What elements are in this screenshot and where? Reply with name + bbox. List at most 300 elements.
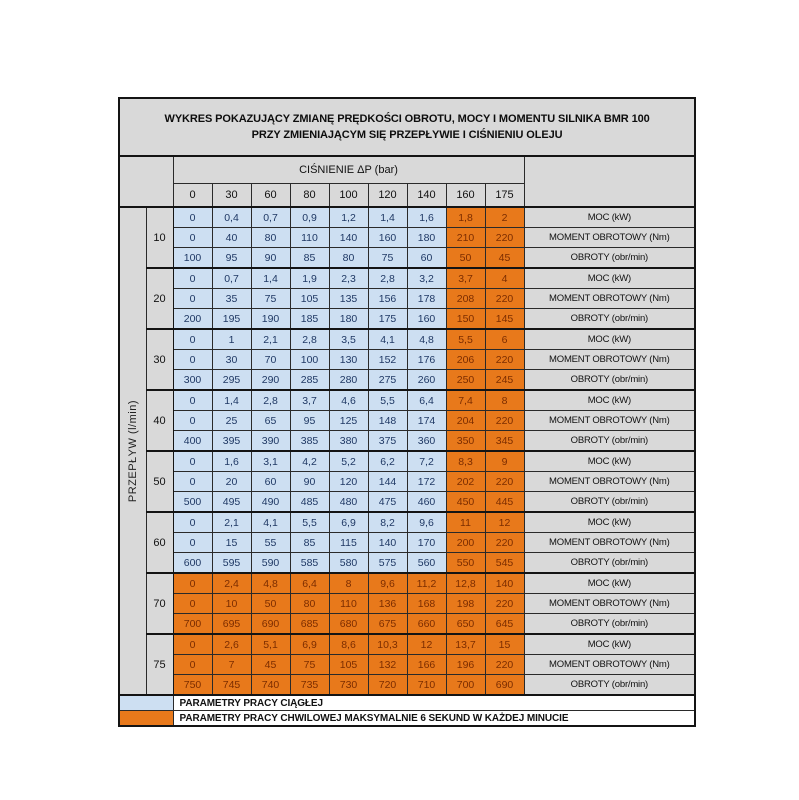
data-cell: 7,2 bbox=[407, 451, 446, 472]
data-cell: 580 bbox=[329, 553, 368, 574]
data-cell: 156 bbox=[368, 289, 407, 309]
data-cell: 550 bbox=[446, 553, 485, 574]
data-cell: 11,2 bbox=[407, 573, 446, 594]
data-cell: 485 bbox=[290, 492, 329, 513]
data-cell: 135 bbox=[329, 289, 368, 309]
data-cell: 4,6 bbox=[329, 390, 368, 411]
data-cell: 198 bbox=[446, 594, 485, 614]
data-cell: 7 bbox=[212, 655, 251, 675]
data-cell: 285 bbox=[290, 370, 329, 391]
data-cell: 700 bbox=[173, 614, 212, 635]
data-cell: 595 bbox=[212, 553, 251, 574]
row-measure-label: MOMENT OBROTOWY (Nm) bbox=[524, 533, 695, 553]
data-cell: 5,2 bbox=[329, 451, 368, 472]
data-cell: 45 bbox=[485, 248, 524, 269]
data-cell: 1,4 bbox=[368, 207, 407, 228]
data-cell: 2,8 bbox=[368, 268, 407, 289]
data-cell: 0 bbox=[173, 207, 212, 228]
data-cell: 132 bbox=[368, 655, 407, 675]
row-measure-label: MOC (kW) bbox=[524, 634, 695, 655]
row-measure-label: MOC (kW) bbox=[524, 329, 695, 350]
data-cell: 220 bbox=[485, 289, 524, 309]
data-cell: 675 bbox=[368, 614, 407, 635]
pressure-tick: 140 bbox=[407, 184, 446, 208]
data-cell: 400 bbox=[173, 431, 212, 452]
data-cell: 3,7 bbox=[446, 268, 485, 289]
table-row bbox=[119, 309, 695, 330]
data-cell: 220 bbox=[485, 472, 524, 492]
data-cell: 144 bbox=[368, 472, 407, 492]
data-cell: 85 bbox=[290, 533, 329, 553]
data-cell: 750 bbox=[173, 675, 212, 696]
legend-swatch-continuous bbox=[119, 695, 173, 711]
flow-value-cell: 60 bbox=[146, 512, 173, 573]
data-cell: 176 bbox=[407, 350, 446, 370]
data-cell: 168 bbox=[407, 594, 446, 614]
data-cell: 40 bbox=[212, 228, 251, 248]
data-cell: 12,8 bbox=[446, 573, 485, 594]
table-row bbox=[119, 268, 695, 289]
data-cell: 15 bbox=[485, 634, 524, 655]
data-cell: 460 bbox=[407, 492, 446, 513]
flow-value-cell: 30 bbox=[146, 329, 173, 390]
data-cell: 90 bbox=[290, 472, 329, 492]
data-cell: 75 bbox=[290, 655, 329, 675]
data-cell: 220 bbox=[485, 350, 524, 370]
data-cell: 495 bbox=[212, 492, 251, 513]
data-cell: 350 bbox=[446, 431, 485, 452]
data-cell: 6,2 bbox=[368, 451, 407, 472]
legend-label-continuous: PARAMETRY PRACY CIĄGŁEJ bbox=[173, 695, 695, 711]
row-measure-label: OBROTY (obr/min) bbox=[524, 431, 695, 452]
data-cell: 450 bbox=[446, 492, 485, 513]
table-row bbox=[119, 350, 695, 370]
data-cell: 174 bbox=[407, 411, 446, 431]
data-cell: 10 bbox=[212, 594, 251, 614]
data-cell: 9,6 bbox=[368, 573, 407, 594]
table-row bbox=[119, 289, 695, 309]
data-cell: 12 bbox=[407, 634, 446, 655]
table-row bbox=[119, 451, 695, 472]
data-cell: 140 bbox=[485, 573, 524, 594]
table-row bbox=[119, 248, 695, 269]
data-cell: 290 bbox=[251, 370, 290, 391]
data-cell: 475 bbox=[368, 492, 407, 513]
flow-value-cell: 40 bbox=[146, 390, 173, 451]
data-cell: 180 bbox=[329, 309, 368, 330]
data-cell: 0 bbox=[173, 634, 212, 655]
title-row bbox=[119, 98, 695, 156]
table-row bbox=[119, 492, 695, 513]
table-row bbox=[119, 228, 695, 248]
data-cell: 0 bbox=[173, 411, 212, 431]
data-cell: 0 bbox=[173, 390, 212, 411]
data-cell: 1,6 bbox=[212, 451, 251, 472]
data-cell: 280 bbox=[329, 370, 368, 391]
data-cell: 545 bbox=[485, 553, 524, 574]
data-cell: 575 bbox=[368, 553, 407, 574]
table-row bbox=[119, 675, 695, 696]
data-cell: 8 bbox=[485, 390, 524, 411]
data-cell: 80 bbox=[290, 594, 329, 614]
data-cell: 105 bbox=[329, 655, 368, 675]
data-cell: 70 bbox=[251, 350, 290, 370]
data-cell: 0 bbox=[173, 512, 212, 533]
data-cell: 7,4 bbox=[446, 390, 485, 411]
data-cell: 1,9 bbox=[290, 268, 329, 289]
data-cell: 178 bbox=[407, 289, 446, 309]
data-cell: 4,2 bbox=[290, 451, 329, 472]
table-row bbox=[119, 614, 695, 635]
legend-swatch-momentary bbox=[119, 711, 173, 727]
flow-axis-label-text: PRZEPŁYW (l/min) bbox=[126, 399, 139, 503]
table-row bbox=[119, 370, 695, 391]
data-cell: 4,8 bbox=[407, 329, 446, 350]
data-cell: 1,4 bbox=[251, 268, 290, 289]
data-cell: 2,8 bbox=[251, 390, 290, 411]
pressure-tick: 80 bbox=[290, 184, 329, 208]
data-cell: 0 bbox=[173, 289, 212, 309]
data-cell: 105 bbox=[290, 289, 329, 309]
data-cell: 695 bbox=[212, 614, 251, 635]
data-cell: 160 bbox=[407, 309, 446, 330]
data-cell: 206 bbox=[446, 350, 485, 370]
data-cell: 148 bbox=[368, 411, 407, 431]
data-cell: 75 bbox=[251, 289, 290, 309]
data-cell: 3,2 bbox=[407, 268, 446, 289]
data-table bbox=[118, 97, 696, 727]
data-cell: 0 bbox=[173, 228, 212, 248]
legend-row-continuous bbox=[119, 695, 695, 711]
data-cell: 685 bbox=[290, 614, 329, 635]
data-cell: 0 bbox=[173, 533, 212, 553]
data-cell: 25 bbox=[212, 411, 251, 431]
data-cell: 0 bbox=[173, 329, 212, 350]
data-cell: 600 bbox=[173, 553, 212, 574]
data-cell: 1,2 bbox=[329, 207, 368, 228]
data-cell: 680 bbox=[329, 614, 368, 635]
table-row bbox=[119, 472, 695, 492]
data-cell: 9,6 bbox=[407, 512, 446, 533]
table-row bbox=[119, 533, 695, 553]
data-cell: 15 bbox=[212, 533, 251, 553]
data-cell: 2,1 bbox=[212, 512, 251, 533]
data-cell: 585 bbox=[290, 553, 329, 574]
data-cell: 8,3 bbox=[446, 451, 485, 472]
data-cell: 166 bbox=[407, 655, 446, 675]
row-measure-label: OBROTY (obr/min) bbox=[524, 553, 695, 574]
flow-axis-label bbox=[119, 207, 146, 695]
row-measure-label: MOC (kW) bbox=[524, 573, 695, 594]
data-cell: 0,9 bbox=[290, 207, 329, 228]
row-measure-label: MOC (kW) bbox=[524, 451, 695, 472]
data-cell: 8 bbox=[329, 573, 368, 594]
data-cell: 140 bbox=[368, 533, 407, 553]
data-cell: 745 bbox=[212, 675, 251, 696]
data-cell: 245 bbox=[485, 370, 524, 391]
row-measure-label: MOMENT OBROTOWY (Nm) bbox=[524, 655, 695, 675]
data-cell: 0 bbox=[173, 594, 212, 614]
data-cell: 95 bbox=[290, 411, 329, 431]
pressure-axis-header: CIŚNIENIE ΔP (bar) bbox=[173, 156, 524, 184]
data-cell: 380 bbox=[329, 431, 368, 452]
data-cell: 220 bbox=[485, 594, 524, 614]
data-cell: 180 bbox=[407, 228, 446, 248]
flow-value-cell: 20 bbox=[146, 268, 173, 329]
data-cell: 145 bbox=[485, 309, 524, 330]
data-cell: 690 bbox=[485, 675, 524, 696]
data-cell: 735 bbox=[290, 675, 329, 696]
data-cell: 196 bbox=[446, 655, 485, 675]
data-cell: 0,4 bbox=[212, 207, 251, 228]
data-cell: 60 bbox=[251, 472, 290, 492]
data-cell: 0 bbox=[173, 451, 212, 472]
data-cell: 0 bbox=[173, 350, 212, 370]
data-cell: 445 bbox=[485, 492, 524, 513]
table-row bbox=[119, 207, 695, 228]
data-cell: 11 bbox=[446, 512, 485, 533]
data-cell: 152 bbox=[368, 350, 407, 370]
table-row bbox=[119, 411, 695, 431]
row-measure-label: MOC (kW) bbox=[524, 390, 695, 411]
data-cell: 345 bbox=[485, 431, 524, 452]
flow-value-cell: 75 bbox=[146, 634, 173, 695]
data-cell: 136 bbox=[368, 594, 407, 614]
data-cell: 20 bbox=[212, 472, 251, 492]
data-cell: 202 bbox=[446, 472, 485, 492]
data-cell: 295 bbox=[212, 370, 251, 391]
row-measure-label: OBROTY (obr/min) bbox=[524, 675, 695, 696]
data-cell: 35 bbox=[212, 289, 251, 309]
pressure-tick: 0 bbox=[173, 184, 212, 208]
data-cell: 9 bbox=[485, 451, 524, 472]
legend-label-momentary: PARAMETRY PRACY CHWILOWEJ MAKSYMALNIE 6 SEKUND W KAŻDEJ MINUCIE bbox=[173, 711, 695, 727]
data-cell: 2,4 bbox=[212, 573, 251, 594]
data-cell: 650 bbox=[446, 614, 485, 635]
title-line-1: WYKRES POKAZUJĄCY ZMIANĘ PRĘDKOŚCI OBROTU, MOCY I MOMENTU SILNIKA BMR 100 bbox=[164, 113, 650, 125]
data-cell: 690 bbox=[251, 614, 290, 635]
pressure-tick: 160 bbox=[446, 184, 485, 208]
data-cell: 5,5 bbox=[446, 329, 485, 350]
data-cell: 2,6 bbox=[212, 634, 251, 655]
data-cell: 4 bbox=[485, 268, 524, 289]
data-cell: 80 bbox=[329, 248, 368, 269]
data-cell: 140 bbox=[329, 228, 368, 248]
data-cell: 160 bbox=[368, 228, 407, 248]
row-measure-label: OBROTY (obr/min) bbox=[524, 614, 695, 635]
data-cell: 210 bbox=[446, 228, 485, 248]
data-cell: 80 bbox=[251, 228, 290, 248]
pressure-tick: 30 bbox=[212, 184, 251, 208]
data-cell: 720 bbox=[368, 675, 407, 696]
data-cell: 740 bbox=[251, 675, 290, 696]
data-cell: 0 bbox=[173, 573, 212, 594]
data-cell: 125 bbox=[329, 411, 368, 431]
data-cell: 0,7 bbox=[212, 268, 251, 289]
row-measure-label: MOMENT OBROTOWY (Nm) bbox=[524, 350, 695, 370]
data-cell: 13,7 bbox=[446, 634, 485, 655]
pressure-header-row bbox=[119, 156, 695, 184]
data-cell: 185 bbox=[290, 309, 329, 330]
data-cell: 710 bbox=[407, 675, 446, 696]
data-cell: 395 bbox=[212, 431, 251, 452]
table-row bbox=[119, 655, 695, 675]
data-cell: 490 bbox=[251, 492, 290, 513]
data-cell: 2,3 bbox=[329, 268, 368, 289]
data-cell: 4,1 bbox=[368, 329, 407, 350]
data-cell: 6 bbox=[485, 329, 524, 350]
data-cell: 0 bbox=[173, 268, 212, 289]
row-measure-label: MOMENT OBROTOWY (Nm) bbox=[524, 289, 695, 309]
data-cell: 590 bbox=[251, 553, 290, 574]
pressure-tick: 120 bbox=[368, 184, 407, 208]
data-cell: 45 bbox=[251, 655, 290, 675]
data-cell: 560 bbox=[407, 553, 446, 574]
data-cell: 175 bbox=[368, 309, 407, 330]
measure-column-header bbox=[524, 156, 695, 207]
data-cell: 275 bbox=[368, 370, 407, 391]
row-measure-label: MOC (kW) bbox=[524, 207, 695, 228]
data-cell: 200 bbox=[446, 533, 485, 553]
data-cell: 130 bbox=[329, 350, 368, 370]
data-cell: 645 bbox=[485, 614, 524, 635]
data-cell: 30 bbox=[212, 350, 251, 370]
data-cell: 0 bbox=[173, 655, 212, 675]
pressure-tick: 100 bbox=[329, 184, 368, 208]
data-cell: 0 bbox=[173, 472, 212, 492]
data-cell: 6,4 bbox=[290, 573, 329, 594]
data-cell: 3,5 bbox=[329, 329, 368, 350]
data-cell: 260 bbox=[407, 370, 446, 391]
data-cell: 2 bbox=[485, 207, 524, 228]
table-row bbox=[119, 634, 695, 655]
data-cell: 0,7 bbox=[251, 207, 290, 228]
data-cell: 100 bbox=[173, 248, 212, 269]
data-cell: 6,9 bbox=[290, 634, 329, 655]
data-cell: 2,1 bbox=[251, 329, 290, 350]
data-cell: 390 bbox=[251, 431, 290, 452]
data-cell: 110 bbox=[290, 228, 329, 248]
data-cell: 2,8 bbox=[290, 329, 329, 350]
data-cell: 95 bbox=[212, 248, 251, 269]
row-measure-label: MOMENT OBROTOWY (Nm) bbox=[524, 411, 695, 431]
table-row bbox=[119, 553, 695, 574]
data-cell: 170 bbox=[407, 533, 446, 553]
data-cell: 4,8 bbox=[251, 573, 290, 594]
row-measure-label: OBROTY (obr/min) bbox=[524, 248, 695, 269]
table-title bbox=[119, 98, 695, 156]
corner-cell bbox=[119, 156, 173, 207]
data-cell: 115 bbox=[329, 533, 368, 553]
pressure-tick: 175 bbox=[485, 184, 524, 208]
data-cell: 300 bbox=[173, 370, 212, 391]
data-cell: 50 bbox=[251, 594, 290, 614]
data-cell: 730 bbox=[329, 675, 368, 696]
data-cell: 660 bbox=[407, 614, 446, 635]
data-cell: 8,2 bbox=[368, 512, 407, 533]
table-body bbox=[119, 207, 695, 695]
data-cell: 50 bbox=[446, 248, 485, 269]
data-cell: 3,1 bbox=[251, 451, 290, 472]
data-cell: 150 bbox=[446, 309, 485, 330]
data-cell: 500 bbox=[173, 492, 212, 513]
data-cell: 220 bbox=[485, 228, 524, 248]
row-measure-label: OBROTY (obr/min) bbox=[524, 492, 695, 513]
data-cell: 8,6 bbox=[329, 634, 368, 655]
row-measure-label: MOC (kW) bbox=[524, 268, 695, 289]
data-cell: 190 bbox=[251, 309, 290, 330]
table-row bbox=[119, 431, 695, 452]
table-row bbox=[119, 573, 695, 594]
data-cell: 220 bbox=[485, 533, 524, 553]
bmr100-performance-table bbox=[118, 97, 696, 727]
data-cell: 85 bbox=[290, 248, 329, 269]
row-measure-label: MOMENT OBROTOWY (Nm) bbox=[524, 594, 695, 614]
data-cell: 1 bbox=[212, 329, 251, 350]
data-cell: 480 bbox=[329, 492, 368, 513]
flow-value-cell: 10 bbox=[146, 207, 173, 268]
row-measure-label: OBROTY (obr/min) bbox=[524, 309, 695, 330]
data-cell: 5,1 bbox=[251, 634, 290, 655]
data-cell: 90 bbox=[251, 248, 290, 269]
data-cell: 3,7 bbox=[290, 390, 329, 411]
data-cell: 75 bbox=[368, 248, 407, 269]
data-cell: 5,5 bbox=[368, 390, 407, 411]
data-cell: 172 bbox=[407, 472, 446, 492]
data-cell: 10,3 bbox=[368, 634, 407, 655]
pressure-tick: 60 bbox=[251, 184, 290, 208]
flow-value-cell: 50 bbox=[146, 451, 173, 512]
data-cell: 700 bbox=[446, 675, 485, 696]
data-cell: 250 bbox=[446, 370, 485, 391]
data-cell: 1,8 bbox=[446, 207, 485, 228]
data-cell: 1,6 bbox=[407, 207, 446, 228]
title-line-2: PRZY ZMIENIAJĄCYM SIĘ PRZEPŁYWIE I CIŚNIENIU OLEJU bbox=[251, 129, 563, 141]
data-cell: 200 bbox=[173, 309, 212, 330]
row-measure-label: OBROTY (obr/min) bbox=[524, 370, 695, 391]
table-row bbox=[119, 512, 695, 533]
data-cell: 1,4 bbox=[212, 390, 251, 411]
data-cell: 55 bbox=[251, 533, 290, 553]
row-measure-label: MOMENT OBROTOWY (Nm) bbox=[524, 228, 695, 248]
data-cell: 375 bbox=[368, 431, 407, 452]
row-measure-label: MOMENT OBROTOWY (Nm) bbox=[524, 472, 695, 492]
flow-value-cell: 70 bbox=[146, 573, 173, 634]
data-cell: 360 bbox=[407, 431, 446, 452]
data-cell: 60 bbox=[407, 248, 446, 269]
data-cell: 5,5 bbox=[290, 512, 329, 533]
data-cell: 120 bbox=[329, 472, 368, 492]
data-cell: 4,1 bbox=[251, 512, 290, 533]
data-cell: 6,9 bbox=[329, 512, 368, 533]
data-cell: 100 bbox=[290, 350, 329, 370]
data-cell: 208 bbox=[446, 289, 485, 309]
table-row bbox=[119, 594, 695, 614]
data-cell: 65 bbox=[251, 411, 290, 431]
data-cell: 204 bbox=[446, 411, 485, 431]
row-measure-label: MOC (kW) bbox=[524, 512, 695, 533]
data-cell: 6,4 bbox=[407, 390, 446, 411]
data-cell: 220 bbox=[485, 655, 524, 675]
data-cell: 195 bbox=[212, 309, 251, 330]
table-row bbox=[119, 390, 695, 411]
data-cell: 220 bbox=[485, 411, 524, 431]
data-cell: 385 bbox=[290, 431, 329, 452]
table-row bbox=[119, 329, 695, 350]
data-cell: 110 bbox=[329, 594, 368, 614]
legend-row-momentary bbox=[119, 711, 695, 727]
data-cell: 12 bbox=[485, 512, 524, 533]
